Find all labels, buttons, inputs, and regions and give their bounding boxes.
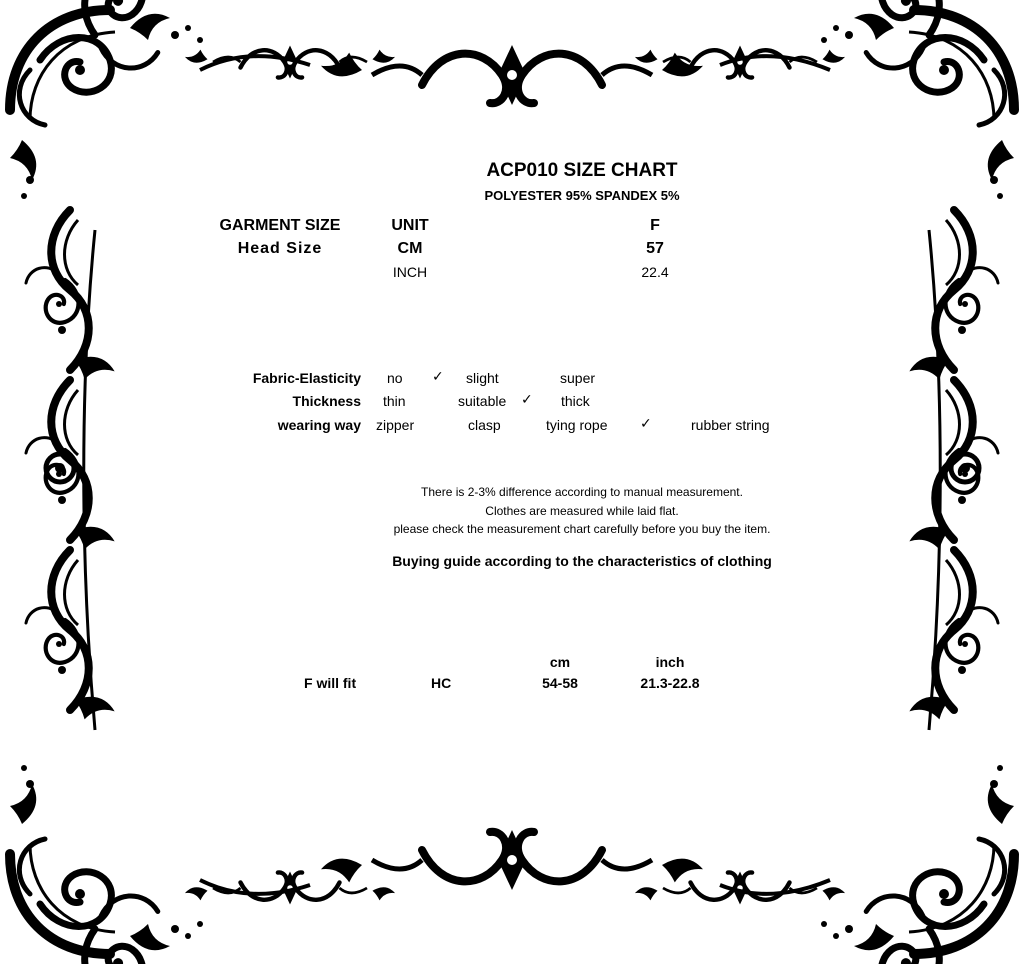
fit-cm-header: cm (549, 654, 571, 670)
thickness-label: Thickness (292, 393, 361, 409)
elasticity-option-super: super (560, 370, 596, 386)
thickness-check-icon: ✓ (521, 391, 533, 407)
unit-inch: INCH (392, 264, 428, 280)
thickness-option-suitable: suitable (458, 393, 507, 409)
fit-inch-header: inch (655, 654, 685, 670)
note-line-3: please check the measurement chart carefully before you buy the item. (393, 522, 771, 536)
elasticity-label: Fabric-Elasticity (252, 370, 361, 386)
note-line-2: Clothes are measured while laid flat. (485, 504, 679, 518)
head-size-inch-value: 22.4 (641, 264, 669, 280)
wearing-option-clasp: clasp (468, 417, 501, 433)
unit-header: UNIT (391, 217, 429, 234)
fit-cm-value: 54-58 (542, 675, 578, 691)
elasticity-check-icon: ✓ (432, 368, 444, 384)
thickness-option-thick: thick (561, 393, 590, 409)
garment-size-header: GARMENT SIZE (219, 217, 341, 234)
buying-guide-title: Buying guide according to the characteristics of clothing (392, 553, 772, 569)
page-title: ACP010 SIZE CHART (486, 160, 678, 181)
elasticity-option-slight: slight (466, 370, 499, 386)
head-size-cm-value: 57 (646, 240, 664, 257)
note-line-1: There is 2-3% difference according to manual measurement. (421, 485, 743, 499)
fit-label: F will fit (304, 675, 357, 691)
thickness-option-thin: thin (383, 393, 406, 409)
elasticity-option-no: no (387, 370, 403, 386)
size-f-header: F (650, 217, 660, 234)
wearing-option-tying-rope: tying rope (546, 417, 608, 433)
head-size-label: Head Size (237, 240, 323, 257)
fit-inch-value: 21.3-22.8 (640, 675, 700, 691)
wearing-check-icon: ✓ (640, 415, 652, 431)
fit-measure-hc: HC (431, 675, 452, 691)
wearing-way-label: wearing way (277, 417, 361, 433)
material-composition: POLYESTER 95% SPANDEX 5% (484, 188, 680, 203)
wearing-option-zipper: zipper (376, 417, 415, 433)
wearing-option-rubber-string: rubber string (691, 417, 770, 433)
unit-cm: CM (397, 240, 423, 257)
